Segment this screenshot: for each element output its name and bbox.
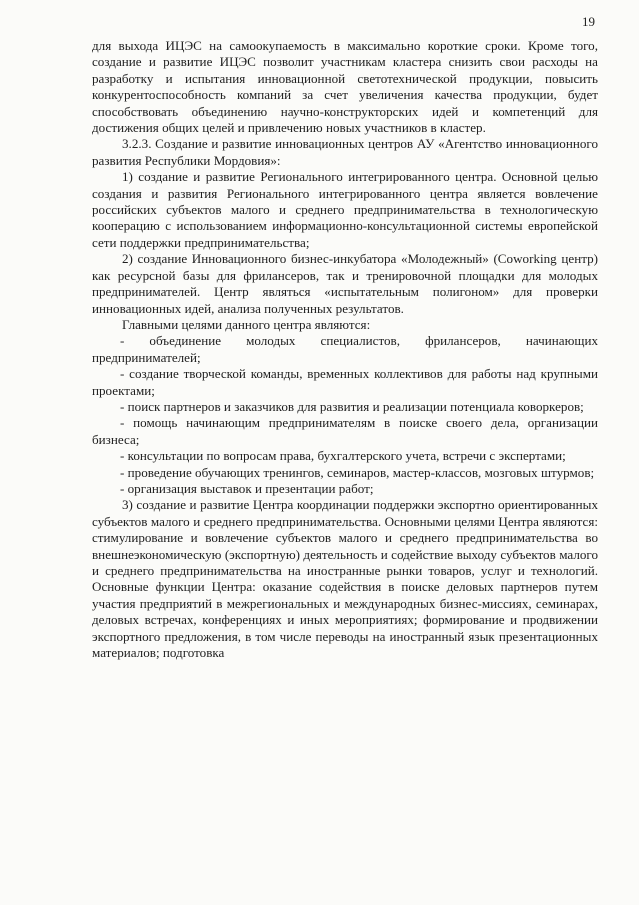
document-body (92, 38, 598, 661)
goal-list-item: - объединение молодых специалистов, фрилансеров, начинающих предпринимателей; (92, 333, 598, 365)
goal-list-item: - поиск партнеров и заказчиков для развития и реализации потенциала коворкеров; (120, 398, 584, 414)
goal-list-item: - создание творческой команды, временных коллективов для работы над крупными проектами; (92, 366, 598, 398)
goal-list-item: - проведение обучающих тренингов, семинаров, мастер-классов, мозговых штурмов; (120, 464, 595, 480)
goal-list-item: - консультации по вопросам права, бухгалтерского учета, встречи с экспертами; (120, 448, 566, 464)
goals-intro: Главными целями данного центра являются: (122, 316, 371, 332)
paragraph-item-2: 2) создание Инновационного бизнес-инкубатора «Молодежный» (Coworking центр) как ресурсной базы для фрилансеров, так и тренировочной площадки для молодых предпринимателей. Центр являться «испытательным полигоном» для проверки инновационных идей, анализа полученных результатов. (92, 251, 598, 316)
goal-list-item: - помощь начинающим предпринимателям в поиске своего дела, организации бизнеса; (92, 415, 598, 447)
section-heading-3-2-3: 3.2.3. Создание и развитие инновационных центров АУ «Агентство инновационного развития Республики Мордовия»: (92, 136, 598, 168)
paragraph-continuation: для выхода ИЦЭС на самоокупаемость в максимально короткие сроки. Кроме того, создание и развитие ИЦЭС позволит участникам кластера снизить свои расходы на разработку и испытания инновационной светотехнической продукции, повысить конкурентоспособность компаний за счет увеличения качества продукции, будет способствовать объединению научно-конструкторских идей и компетенций для достижения общих целей и привлечению новых участников в кластер. (92, 38, 598, 136)
page-number: 19 (582, 14, 595, 29)
goal-list-item: - организация выставок и презентации работ; (120, 480, 374, 496)
paragraph-item-3: 3) создание и развитие Центра координации поддержки экспортно ориентированных субъектов малого и среднего предпринимательства. Основными целями Центра являются: стимулирование и вовлечение субъектов малого и среднего предпринимательства во внешнеэкономическую (экспортную) деятельность и содействие выходу субъектов малого и среднего предпринимательства на иностранные рынки товаров, услуг и технологий. Основные функции Центра: оказание содействия в поиске деловых партнеров путем участия предприятий в межрегиональных и международных бизнес-миссиях, семинарах, деловых встречах, конференциях и иных мероприятиях; формирование и продвижении экспортного предложения, в том числе переводы на иностранный язык презентационных материалов; подготовка (92, 497, 598, 661)
paragraph-item-1: 1) создание и развитие Регионального интегрированного центра. Основной целью создания и развития Регионального интегрированного центра является вовлечение российских субъектов малого и среднего предпринимательства в технологическую кооперацию с использованием информационно-консультационной системы европейской сети поддержки предпринимательства; (92, 169, 598, 250)
